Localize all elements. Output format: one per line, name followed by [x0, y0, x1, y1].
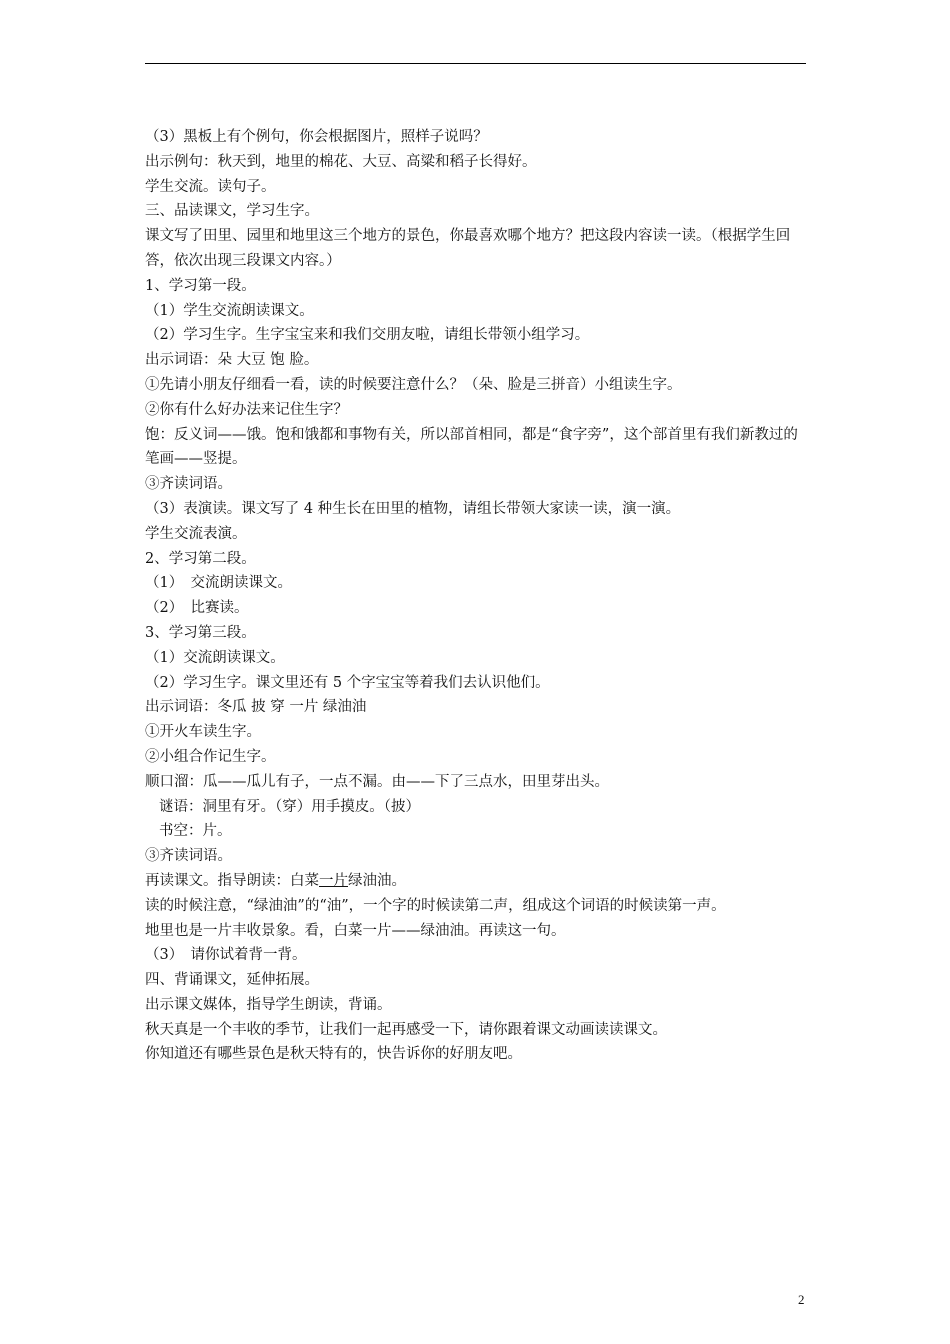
paragraph-line: （1）学生交流朗读课文。 [145, 302, 314, 319]
paragraph-line: ③齐读词语。 [145, 848, 232, 865]
paragraph-line: 谜语：洞里有牙。（穿）用手摸皮。（披） [159, 798, 420, 815]
paragraph-line: 课文写了田里、园里和地里这三个地方的景色，你最喜欢哪个地方？把这段内容读一读。（根据学生回答，依次出现三段课文内容。） [145, 228, 791, 269]
paragraph-line: （2）学习生字。生字宝宝来和我们交朋友啦，请组长带领小组学习。 [145, 327, 590, 344]
section-heading: 三、品读课文，学习生字。 [145, 203, 319, 220]
paragraph-line: 书空：片。 [159, 823, 232, 840]
paragraph-line: （3）表演读。课文写了 4 种生长在田里的植物，请组长带领大家读一读，演一演。 [145, 500, 681, 517]
paragraph-line: ②小组合作记生字。 [145, 748, 276, 765]
paragraph-line: （3）黑板上有个例句，你会根据图片，照样子说吗？ [145, 129, 488, 145]
paragraph-line: 出示课文媒体，指导学生朗读，背诵。 [145, 996, 392, 1013]
paragraph-line: 你知道还有哪些景色是秋天特有的，快告诉你的好朋友吧。 [145, 1046, 522, 1063]
paragraph-line: （1） 交流朗读课文。 [145, 575, 292, 592]
paragraph-line: 秋天真是一个丰收的季节，让我们一起再感受一下，请你跟着课文动画读读课文。 [145, 1021, 667, 1038]
reading-prefix: 再读课文。指导朗读：白菜 [145, 872, 319, 889]
paragraph-line: （1）交流朗读课文。 [145, 649, 285, 666]
reading-guide-line [145, 869, 807, 894]
section-heading: 四、背诵课文，延伸拓展。 [145, 972, 319, 989]
paragraph-line: 饱：反义词——饿。饱和饿都和事物有关，所以部首相同，都是“食字旁”，这个部首里有我们新教过的笔画——竖提。 [145, 426, 798, 468]
paragraph-line: 出示词语：朵 大豆 饱 脸。 [145, 352, 319, 369]
paragraph-line: 出示词语：冬瓜 披 穿 一片 绿油油 [145, 699, 367, 716]
reading-suffix: 绿油油。 [348, 872, 406, 889]
paragraph-line: ①开火车读生字。 [145, 724, 261, 741]
subsection-heading: 3、学习第三段。 [145, 624, 256, 641]
paragraph-line: 出示例句：秋天到，地里的棉花、大豆、高粱和稻子长得好。 [145, 153, 537, 170]
subsection-heading: 1、学习第一段。 [145, 277, 256, 294]
paragraph-line: （2） 比赛读。 [145, 600, 249, 617]
page-number: 2 [798, 1292, 805, 1307]
paragraph-line: 学生交流。读句子。 [145, 178, 276, 195]
subsection-heading: 2、学习第二段。 [145, 550, 256, 567]
underlined-word: 一片 [319, 872, 348, 889]
paragraph-line: 顺口溜：瓜——瓜儿有子，一点不漏。由——下了三点水，田里芽出头。 [145, 773, 609, 790]
paragraph-line: 学生交流表演。 [145, 525, 247, 542]
lesson-body [145, 125, 807, 1067]
paragraph-line: （3） 请你试着背一背。 [145, 947, 307, 964]
paragraph-line: 地里也是一片丰收景象。看，白菜一片——绿油油。再读这一句。 [145, 922, 566, 939]
paragraph-line: ①先请小朋友仔细看一看，读的时候要注意什么？（朵、脸是三拼音）小组读生字。 [145, 376, 682, 393]
paragraph-line: ③齐读词语。 [145, 476, 232, 493]
paragraph-line: 读的时候注意，“绿油油”的“油”，一个字的时候读第二声，组成这个词语的时候读第一声。 [145, 897, 726, 914]
paragraph-line: ②你有什么好办法来记住生字？ [145, 401, 348, 418]
header-rule [145, 63, 806, 64]
paragraph-line: （2）学习生字。课文里还有 5 个字宝宝等着我们去认识他们。 [145, 674, 550, 691]
